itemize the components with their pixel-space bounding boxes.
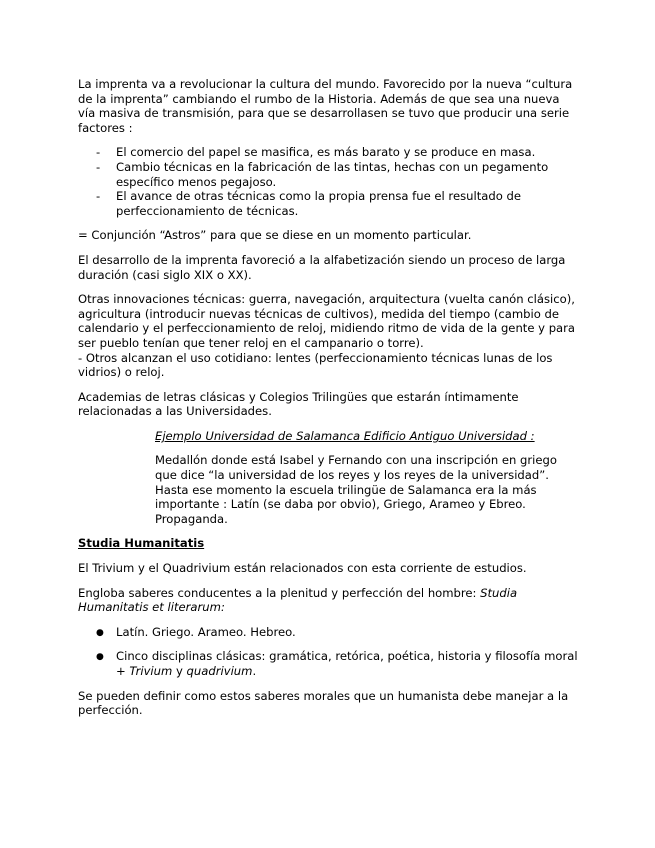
bullet2-quadrivium: quadrivium [186,664,253,678]
engloba-paragraph [78,586,578,615]
ejemplo-text: Medallón donde está Isabel y Fernando con una inscripción en griego que dice “la universidad de los reyes y los reyes de la universidad”. Hasta ese momento la escuela trilingüe de Salamanca era la más importante : Latín (se daba por obvio), Griego, Arameo y Ebreo. Propaganda. [155,453,557,526]
intro-paragraph: La imprenta va a revolucionar la cultura del mundo. Favorecido por la nueva “cultura de la imprenta” cambiando el rumbo de la Historia. Además de que sea una nueva vía masiva de transmisión, para que se desarrollasen se tuvo que producir una serie factores : [78,77,573,135]
list-item: ● Latín. Griego. Arameo. Hebreo. [78,625,578,640]
list-item [78,649,578,678]
section-heading-studia: Studia Humanitatis [78,536,205,551]
factors-list [78,145,578,218]
studia-bullet-list [78,625,578,679]
bullet2-text: Cinco disciplinas clásicas: gramática, retórica, poética, historia y filosofía moral + [116,649,578,678]
innovaciones-main: Otras innovaciones técnicas: guerra, navegación, arquitectura (vuelta canón clásico), agricultura (introducir nuevas técnicas de cultivos), medida del tiempo (cambio de calendario y el perfeccionamiento de reloj, midiendo ritmo de vida de la gente y para ser pueblo tenían que tener reloj en el campanario o torre). [78,292,576,350]
list-item: - Cambio técnicas en la fabricación de las tintas, hechas con un pegamento específico menos pegajoso. [78,160,578,189]
alfabetizacion-paragraph: El desarrollo de la imprenta favoreció a la alfabetización siendo un proceso de larga duración (casi siglo XIX o XX). [78,252,566,282]
innovaciones-extra: - Otros alcanzan el uso cotidiano: lentes (perfeccionamiento técnicas lunas de los vidrios) o reloj. [78,350,553,380]
academias-paragraph: Academias de letras clásicas y Colegios Trilingües que estarán íntimamente relacionadas a las Universidades. [78,389,519,419]
closing-paragraph: Se pueden definir como estos saberes morales que un humanista debe manejar a la perfección. [78,688,569,718]
bullet2-trivium: Trivium [129,664,173,678]
trivium-paragraph: El Trivium y el Quadrivium están relacionados con esta corriente de estudios. [78,561,527,576]
document-page [78,77,578,728]
bullet2-y: y [172,664,187,678]
conjunction-paragraph: = Conjunción “Astros” para que se diese en un momento particular. [78,228,472,243]
innovaciones-paragraph [78,292,578,380]
list-item: - El comercio del papel se masifica, es más barato y se produce en masa. [78,145,578,160]
ejemplo-title: Ejemplo Universidad de Salamanca Edificio Antiguo Universidad : [155,428,535,443]
ejemplo-block [155,429,578,527]
list-item: - El avance de otras técnicas como la propia prensa fue el resultado de perfeccionamiento de técnicas. [78,189,578,218]
engloba-italic: Studia Humanitatis et literarum: [78,585,518,615]
engloba-text: Engloba saberes conducentes a la plenitud y perfección del hombre: [78,585,481,600]
bullet2-end: . [252,664,257,678]
